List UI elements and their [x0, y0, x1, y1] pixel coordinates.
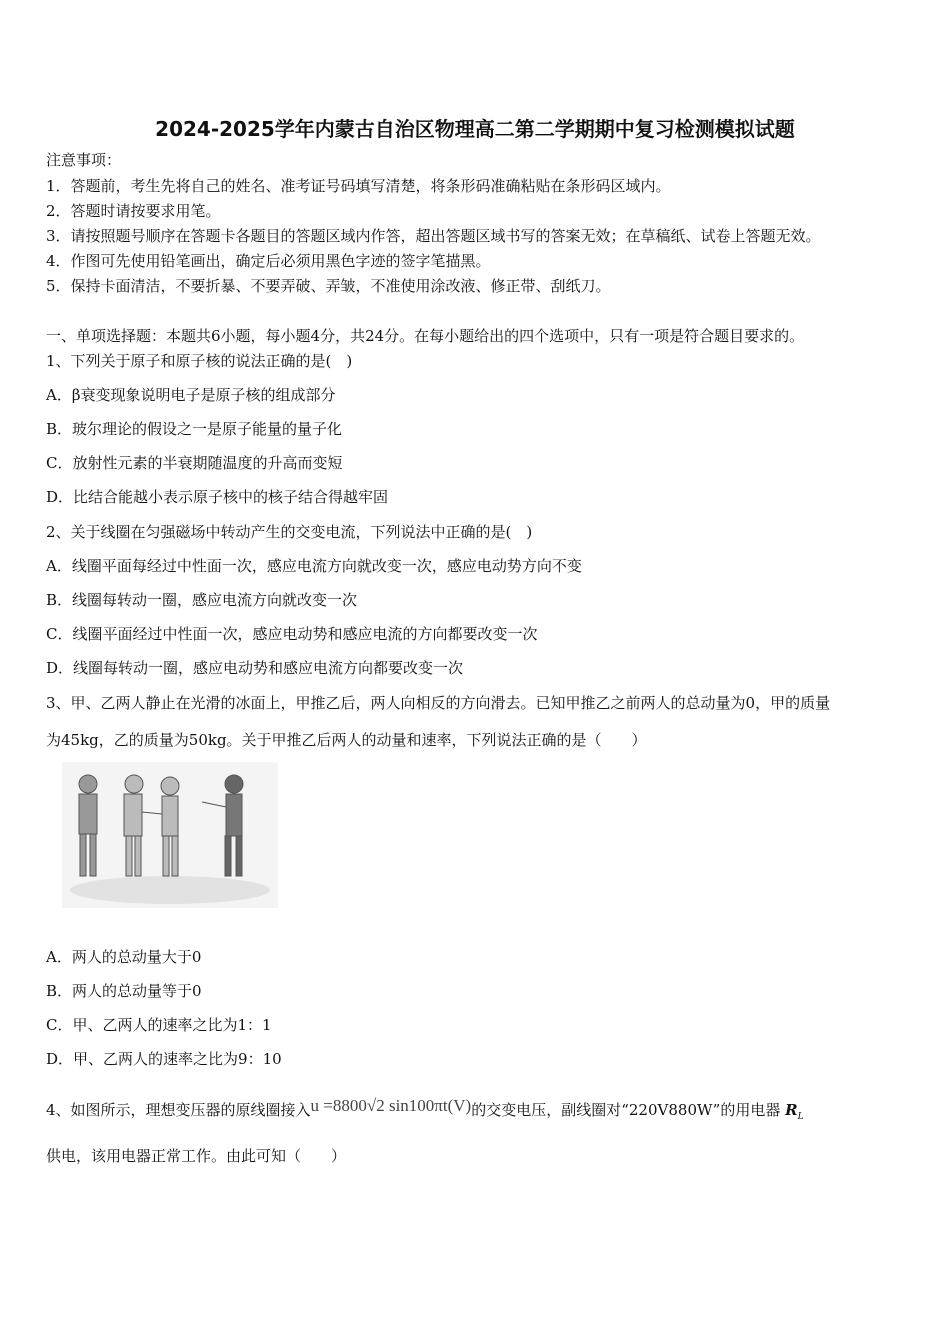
question-4-stem: [46, 1096, 804, 1127]
option: B．线圈每转动一圈，感应电流方向就改变一次: [46, 591, 358, 609]
option: A．线圈平面每经过中性面一次，感应电流方向就改变一次，感应电动势方向不变: [46, 557, 582, 575]
option: D．甲、乙两人的速率之比为9：10: [46, 1050, 282, 1068]
question-4-stem-line2: 供电，该用电器正常工作。由此可知（ ）: [46, 1147, 347, 1165]
option: A．β衰变现象说明电子是原子核的组成部分: [46, 386, 336, 404]
voltage-formula: u =8800√2 sin100πt(V): [310, 1096, 472, 1115]
notice-item: 4．作图可先使用铅笔画出，确定后必须用黑色字迹的签字笔描黑。: [46, 252, 491, 270]
question-3-stem: 3、甲、乙两人静止在光滑的冰面上，甲推乙后，两人向相反的方向滑去。已知甲推乙之前两人的总动量为0，甲的质量: [46, 694, 831, 712]
option: A．两人的总动量大于0: [46, 948, 202, 966]
notice-item: 2．答题时请按要求用笔。: [46, 202, 221, 220]
page-title: 2024-2025学年内蒙古自治区物理高二第二学期期中复习检测模拟试题: [155, 117, 795, 141]
question-1-stem: 1、下列关于原子和原子核的说法正确的是( ): [46, 352, 353, 370]
option: B．两人的总动量等于0: [46, 982, 202, 1000]
question-2-stem: 2、关于线圈在匀强磁场中转动产生的交变电流，下列说法中正确的是( ): [46, 523, 533, 541]
notice-heading: 注意事项：: [46, 151, 122, 169]
option: C．甲、乙两人的速率之比为1：1: [46, 1016, 272, 1034]
notice-item: 1．答题前，考生先将自己的姓名、准考证号码填写清楚，将条形码准确粘贴在条形码区域内。: [46, 177, 671, 195]
notice-item: 3．请按照题号顺序在答题卡各题目的答题区域内作答，超出答题区域书写的答案无效；在草稿纸、试卷上答题无效。: [46, 227, 821, 245]
resistor-subscript: L: [797, 1112, 804, 1122]
notice-item: 5．保持卡面清洁，不要折暴、不要弄破、弄皱，不准使用涂改液、修正带、刮纸刀。: [46, 277, 611, 295]
q4-prefix: 4、如图所示，理想变压器的原线圈接入: [46, 1101, 311, 1119]
option: D．线圈每转动一圈，感应电动势和感应电流方向都要改变一次: [46, 659, 464, 677]
option: B．玻尔理论的假设之一是原子能量的量子化: [46, 420, 343, 438]
section-heading: 一、单项选择题：本题共6小题，每小题4分，共24分。在每小题给出的四个选项中，只有一项是符合题目要求的。: [46, 327, 805, 345]
option: C．线圈平面经过中性面一次，感应电动势和感应电流的方向都要改变一次: [46, 625, 538, 643]
skaters-illustration: [62, 762, 278, 908]
option: C．放射性元素的半衰期随温度的升高而变短: [46, 454, 343, 472]
resistor-symbol: R: [785, 1101, 798, 1119]
question-3-stem: 为45kg，乙的质量为50kg。关于甲推乙后两人的动量和速率，下列说法正确的是（ ）: [46, 731, 647, 749]
option: D．比结合能越小表示原子核中的核子结合得越牢固: [46, 488, 389, 506]
q4-middle: 的交变电压，副线圈对“220V880W”的用电器: [471, 1101, 781, 1119]
